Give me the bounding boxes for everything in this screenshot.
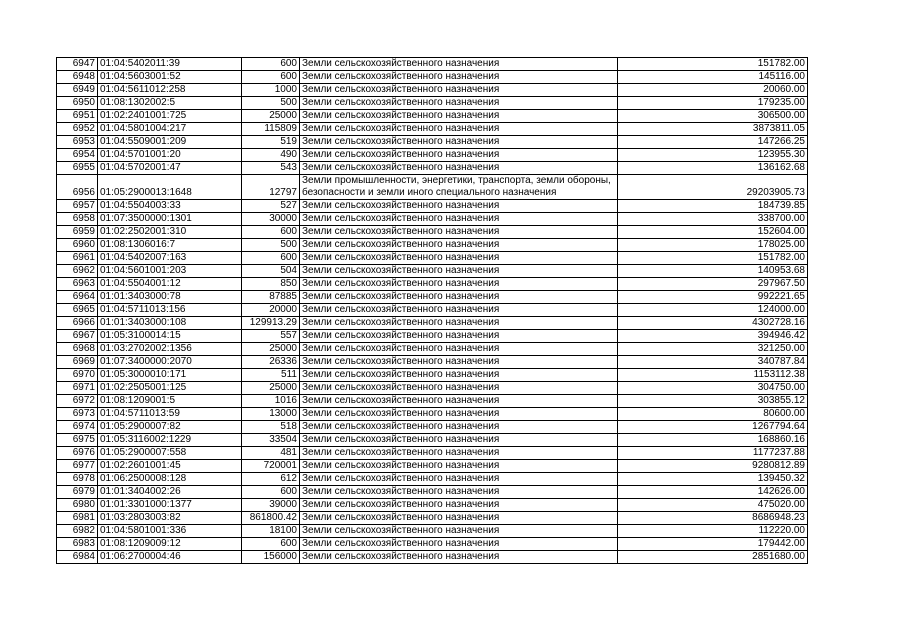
area-cell: 527	[242, 200, 300, 213]
land-category-cell: Земли сельскохозяйственного назначения	[300, 213, 618, 226]
cadastral-value-cell: 178025.00	[618, 239, 808, 252]
cadastral-number-cell: 01:06:2500008:128	[98, 473, 242, 486]
cadastral-value-cell: 2851680.00	[618, 551, 808, 564]
table-row	[57, 512, 808, 525]
land-category-cell: Земли сельскохозяйственного назначения	[300, 343, 618, 356]
area-cell: 600	[242, 252, 300, 265]
row-number-cell: 6979	[57, 486, 98, 499]
row-number-cell: 6970	[57, 369, 98, 382]
area-cell: 87885	[242, 291, 300, 304]
area-cell: 481	[242, 447, 300, 460]
land-category-cell: Земли сельскохозяйственного назначения	[300, 330, 618, 343]
area-cell: 600	[242, 486, 300, 499]
row-number-cell: 6977	[57, 460, 98, 473]
area-cell: 18100	[242, 525, 300, 538]
cadastral-value-cell: 475020.00	[618, 499, 808, 512]
cadastral-number-cell: 01:07:3500000:1301	[98, 213, 242, 226]
area-cell: 518	[242, 421, 300, 434]
cadastral-value-cell: 179442.00	[618, 538, 808, 551]
row-number-cell: 6971	[57, 382, 98, 395]
cadastral-number-cell: 01:02:2505001:125	[98, 382, 242, 395]
cadastral-number-cell: 01:04:5711013:156	[98, 304, 242, 317]
row-number-cell: 6966	[57, 317, 98, 330]
cadastral-number-cell: 01:01:3403000:78	[98, 291, 242, 304]
table-row	[57, 162, 808, 175]
row-number-cell: 6978	[57, 473, 98, 486]
row-number-cell: 6963	[57, 278, 98, 291]
table-row	[57, 421, 808, 434]
row-number-cell: 6965	[57, 304, 98, 317]
area-cell: 20000	[242, 304, 300, 317]
row-number-cell: 6975	[57, 434, 98, 447]
land-category-cell: Земли сельскохозяйственного назначения	[300, 434, 618, 447]
land-cadastre-table	[56, 57, 808, 564]
land-category-cell: Земли сельскохозяйственного назначения	[300, 226, 618, 239]
land-category-cell: Земли сельскохозяйственного назначения	[300, 317, 618, 330]
land-category-cell: Земли сельскохозяйственного назначения	[300, 136, 618, 149]
cadastral-value-cell: 147266.25	[618, 136, 808, 149]
land-category-cell: Земли сельскохозяйственного назначения	[300, 252, 618, 265]
cadastral-value-cell: 340787.84	[618, 356, 808, 369]
land-category-cell: Земли сельскохозяйственного назначения	[300, 110, 618, 123]
cadastral-value-cell: 306500.00	[618, 110, 808, 123]
table-body	[57, 58, 808, 564]
row-number-cell: 6950	[57, 97, 98, 110]
cadastral-number-cell: 01:06:2700004:46	[98, 551, 242, 564]
table-row	[57, 304, 808, 317]
cadastral-value-cell: 8686948.23	[618, 512, 808, 525]
table-row	[57, 71, 808, 84]
cadastral-value-cell: 142626.00	[618, 486, 808, 499]
land-category-cell: Земли промышленности, энергетики, транспорта, земли обороны, безопасности и земли иного специального назначения	[300, 175, 618, 200]
area-cell: 557	[242, 330, 300, 343]
area-cell: 25000	[242, 382, 300, 395]
cadastral-number-cell: 01:04:5601001:203	[98, 265, 242, 278]
area-cell: 1000	[242, 84, 300, 97]
row-number-cell: 6964	[57, 291, 98, 304]
land-category-cell: Земли сельскохозяйственного назначения	[300, 486, 618, 499]
table-row	[57, 123, 808, 136]
area-cell: 600	[242, 71, 300, 84]
cadastral-number-cell: 01:04:5801001:336	[98, 525, 242, 538]
cadastral-number-cell: 01:04:5611012:258	[98, 84, 242, 97]
table-row	[57, 473, 808, 486]
cadastral-value-cell: 321250.00	[618, 343, 808, 356]
table-row	[57, 486, 808, 499]
land-category-cell: Земли сельскохозяйственного назначения	[300, 460, 618, 473]
area-cell: 850	[242, 278, 300, 291]
row-number-cell: 6949	[57, 84, 98, 97]
land-category-cell: Земли сельскохозяйственного назначения	[300, 123, 618, 136]
area-cell: 504	[242, 265, 300, 278]
row-number-cell: 6980	[57, 499, 98, 512]
land-category-cell: Земли сельскохозяйственного назначения	[300, 408, 618, 421]
cadastral-value-cell: 1267794.64	[618, 421, 808, 434]
row-number-cell: 6960	[57, 239, 98, 252]
table-row	[57, 447, 808, 460]
area-cell: 612	[242, 473, 300, 486]
cadastral-value-cell: 140953.68	[618, 265, 808, 278]
cadastral-number-cell: 01:04:5801004:217	[98, 123, 242, 136]
land-category-cell: Земли сельскохозяйственного назначения	[300, 71, 618, 84]
land-category-cell: Земли сельскохозяйственного назначения	[300, 395, 618, 408]
table-row	[57, 265, 808, 278]
area-cell: 511	[242, 369, 300, 382]
cadastral-value-cell: 139450.32	[618, 473, 808, 486]
cadastral-value-cell: 9280812.89	[618, 460, 808, 473]
land-category-cell: Земли сельскохозяйственного назначения	[300, 304, 618, 317]
table-row	[57, 110, 808, 123]
cadastral-number-cell: 01:08:1209009:12	[98, 538, 242, 551]
cadastral-value-cell: 151782.00	[618, 58, 808, 71]
land-category-cell: Земли сельскохозяйственного назначения	[300, 97, 618, 110]
row-number-cell: 6959	[57, 226, 98, 239]
cadastral-number-cell: 01:03:2803003:82	[98, 512, 242, 525]
area-cell: 543	[242, 162, 300, 175]
cadastral-number-cell: 01:05:2900007:558	[98, 447, 242, 460]
row-number-cell: 6951	[57, 110, 98, 123]
table-row	[57, 200, 808, 213]
cadastral-number-cell: 01:01:3403000:108	[98, 317, 242, 330]
cadastral-number-cell: 01:08:1209001:5	[98, 395, 242, 408]
area-cell: 1016	[242, 395, 300, 408]
area-cell: 500	[242, 97, 300, 110]
table-row	[57, 252, 808, 265]
area-cell: 26336	[242, 356, 300, 369]
cadastral-number-cell: 01:02:2601001:45	[98, 460, 242, 473]
row-number-cell: 6954	[57, 149, 98, 162]
row-number-cell: 6974	[57, 421, 98, 434]
cadastral-number-cell: 01:08:1302002:5	[98, 97, 242, 110]
land-category-cell: Земли сельскохозяйственного назначения	[300, 512, 618, 525]
row-number-cell: 6976	[57, 447, 98, 460]
cadastral-value-cell: 80600.00	[618, 408, 808, 421]
cadastral-number-cell: 01:02:2401001:725	[98, 110, 242, 123]
cadastral-value-cell: 297967.50	[618, 278, 808, 291]
cadastral-number-cell: 01:04:5402011:39	[98, 58, 242, 71]
row-number-cell: 6948	[57, 71, 98, 84]
row-number-cell: 6958	[57, 213, 98, 226]
table-row	[57, 369, 808, 382]
row-number-cell: 6956	[57, 175, 98, 200]
cadastral-number-cell: 01:05:2900007:82	[98, 421, 242, 434]
land-category-cell: Земли сельскохозяйственного назначения	[300, 162, 618, 175]
table-row	[57, 330, 808, 343]
area-cell: 519	[242, 136, 300, 149]
cadastral-number-cell: 01:01:3301000:1377	[98, 499, 242, 512]
land-category-cell: Земли сельскохозяйственного назначения	[300, 149, 618, 162]
table-row	[57, 408, 808, 421]
table-row	[57, 278, 808, 291]
cadastral-number-cell: 01:02:2502001:310	[98, 226, 242, 239]
cadastral-number-cell: 01:04:5504003:33	[98, 200, 242, 213]
cadastral-value-cell: 4302728.16	[618, 317, 808, 330]
table-row	[57, 499, 808, 512]
cadastral-value-cell: 303855.12	[618, 395, 808, 408]
area-cell: 115809	[242, 123, 300, 136]
row-number-cell: 6955	[57, 162, 98, 175]
land-category-cell: Земли сельскохозяйственного назначения	[300, 265, 618, 278]
area-cell: 500	[242, 239, 300, 252]
cadastral-value-cell: 136162.68	[618, 162, 808, 175]
table-row	[57, 58, 808, 71]
cadastral-number-cell: 01:07:3400000:2070	[98, 356, 242, 369]
land-category-cell: Земли сельскохозяйственного назначения	[300, 525, 618, 538]
cadastral-value-cell: 394946.42	[618, 330, 808, 343]
table-row	[57, 460, 808, 473]
cadastral-number-cell: 01:01:3404002:26	[98, 486, 242, 499]
cadastral-value-cell: 152604.00	[618, 226, 808, 239]
table-row	[57, 136, 808, 149]
area-cell: 129913.29	[242, 317, 300, 330]
table-row	[57, 317, 808, 330]
land-category-cell: Земли сельскохозяйственного назначения	[300, 369, 618, 382]
land-category-cell: Земли сельскохозяйственного назначения	[300, 58, 618, 71]
cadastral-value-cell: 304750.00	[618, 382, 808, 395]
cadastral-value-cell: 184739.85	[618, 200, 808, 213]
table-row	[57, 525, 808, 538]
area-cell: 600	[242, 226, 300, 239]
table-row	[57, 291, 808, 304]
area-cell: 39000	[242, 499, 300, 512]
area-cell: 12797	[242, 175, 300, 200]
area-cell: 33504	[242, 434, 300, 447]
row-number-cell: 6983	[57, 538, 98, 551]
cadastral-number-cell: 01:08:1306016:7	[98, 239, 242, 252]
cadastral-value-cell: 992221.65	[618, 291, 808, 304]
land-category-cell: Земли сельскохозяйственного назначения	[300, 382, 618, 395]
table-row	[57, 239, 808, 252]
table-row	[57, 434, 808, 447]
row-number-cell: 6947	[57, 58, 98, 71]
cadastral-number-cell: 01:04:5504001:12	[98, 278, 242, 291]
area-cell: 30000	[242, 213, 300, 226]
cadastral-number-cell: 01:04:5702001:47	[98, 162, 242, 175]
cadastral-number-cell: 01:04:5603001:52	[98, 71, 242, 84]
row-number-cell: 6967	[57, 330, 98, 343]
table-row	[57, 395, 808, 408]
area-cell: 720001	[242, 460, 300, 473]
cadastral-number-cell: 01:04:5711013:59	[98, 408, 242, 421]
cadastral-value-cell: 3873811.05	[618, 123, 808, 136]
area-cell: 13000	[242, 408, 300, 421]
table-row	[57, 382, 808, 395]
cadastral-value-cell: 179235.00	[618, 97, 808, 110]
land-category-cell: Земли сельскохозяйственного назначения	[300, 200, 618, 213]
row-number-cell: 6961	[57, 252, 98, 265]
area-cell: 861800.42	[242, 512, 300, 525]
cadastral-number-cell: 01:04:5402007:163	[98, 252, 242, 265]
cadastral-number-cell: 01:05:3100014:15	[98, 330, 242, 343]
cadastral-value-cell: 1153112.38	[618, 369, 808, 382]
cadastral-number-cell: 01:05:3116002:1229	[98, 434, 242, 447]
table-row	[57, 149, 808, 162]
land-category-cell: Земли сельскохозяйственного назначения	[300, 291, 618, 304]
row-number-cell: 6957	[57, 200, 98, 213]
table-row	[57, 84, 808, 97]
table-row	[57, 538, 808, 551]
area-cell: 156000	[242, 551, 300, 564]
row-number-cell: 6982	[57, 525, 98, 538]
cadastral-value-cell: 338700.00	[618, 213, 808, 226]
row-number-cell: 6973	[57, 408, 98, 421]
cadastral-value-cell: 145116.00	[618, 71, 808, 84]
cadastral-value-cell: 29203905.73	[618, 175, 808, 200]
land-category-cell: Земли сельскохозяйственного назначения	[300, 473, 618, 486]
area-cell: 25000	[242, 343, 300, 356]
row-number-cell: 6972	[57, 395, 98, 408]
cadastral-number-cell: 01:04:5701001:20	[98, 149, 242, 162]
cadastral-number-cell: 01:03:2702002:1356	[98, 343, 242, 356]
row-number-cell: 6952	[57, 123, 98, 136]
table-row	[57, 175, 808, 200]
cadastral-value-cell: 123955.30	[618, 149, 808, 162]
cadastral-value-cell: 168860.16	[618, 434, 808, 447]
land-category-cell: Земли сельскохозяйственного назначения	[300, 538, 618, 551]
table-row	[57, 356, 808, 369]
row-number-cell: 6953	[57, 136, 98, 149]
row-number-cell: 6984	[57, 551, 98, 564]
row-number-cell: 6981	[57, 512, 98, 525]
land-category-cell: Земли сельскохозяйственного назначения	[300, 421, 618, 434]
table-row	[57, 226, 808, 239]
table-row	[57, 343, 808, 356]
land-category-cell: Земли сельскохозяйственного назначения	[300, 447, 618, 460]
area-cell: 490	[242, 149, 300, 162]
area-cell: 25000	[242, 110, 300, 123]
land-category-cell: Земли сельскохозяйственного назначения	[300, 499, 618, 512]
row-number-cell: 6969	[57, 356, 98, 369]
cadastral-value-cell: 151782.00	[618, 252, 808, 265]
table-row	[57, 97, 808, 110]
table-row	[57, 213, 808, 226]
cadastral-number-cell: 01:04:5509001:209	[98, 136, 242, 149]
area-cell: 600	[242, 58, 300, 71]
cadastral-value-cell: 1177237.88	[618, 447, 808, 460]
cadastral-value-cell: 20060.00	[618, 84, 808, 97]
area-cell: 600	[242, 538, 300, 551]
land-category-cell: Земли сельскохозяйственного назначения	[300, 239, 618, 252]
land-category-cell: Земли сельскохозяйственного назначения	[300, 551, 618, 564]
cadastral-value-cell: 112220.00	[618, 525, 808, 538]
cadastral-value-cell: 124000.00	[618, 304, 808, 317]
cadastral-number-cell: 01:05:2900013:1648	[98, 175, 242, 200]
row-number-cell: 6962	[57, 265, 98, 278]
cadastral-number-cell: 01:05:3000010:171	[98, 369, 242, 382]
land-category-cell: Земли сельскохозяйственного назначения	[300, 278, 618, 291]
row-number-cell: 6968	[57, 343, 98, 356]
land-category-cell: Земли сельскохозяйственного назначения	[300, 356, 618, 369]
table-row	[57, 551, 808, 564]
land-category-cell: Земли сельскохозяйственного назначения	[300, 84, 618, 97]
